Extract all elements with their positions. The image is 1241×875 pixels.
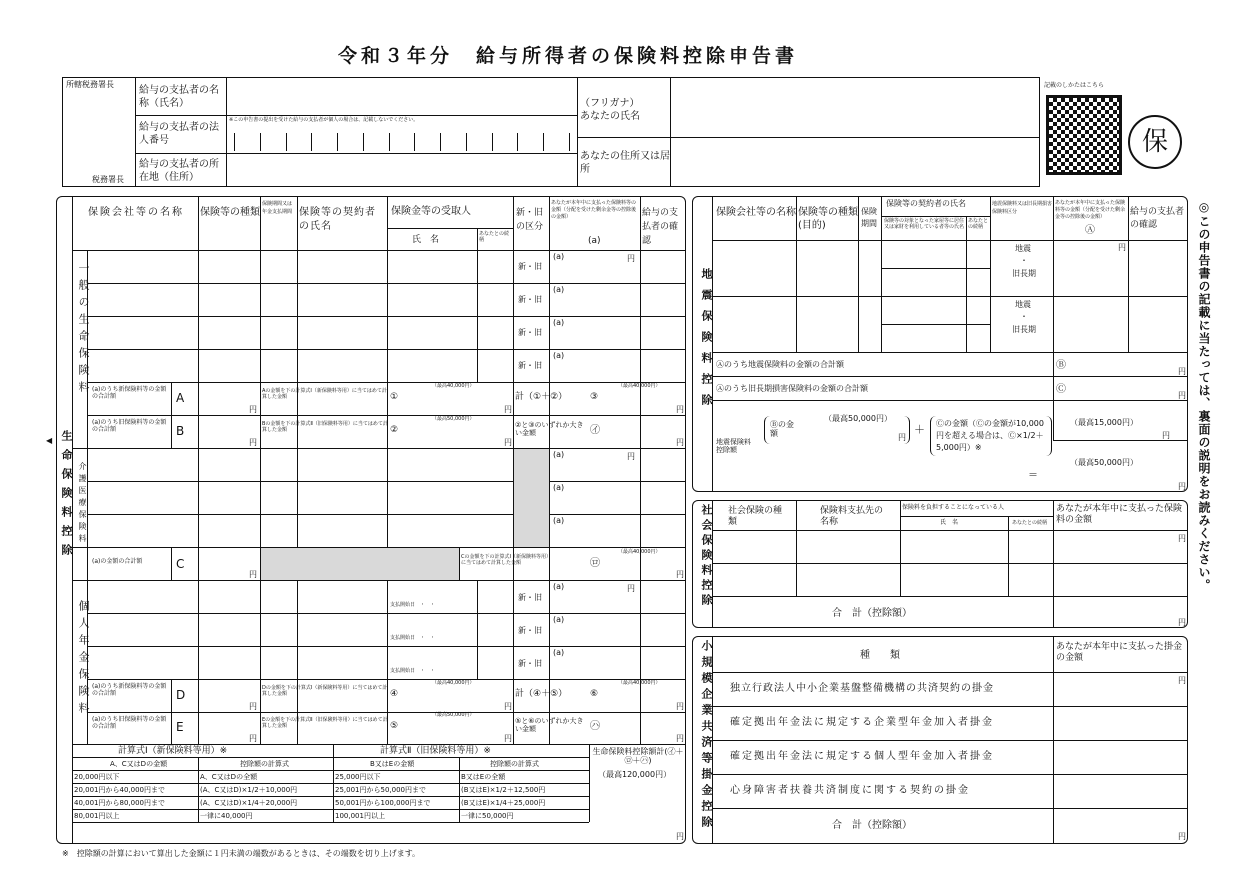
quake-plus: ＋ bbox=[914, 423, 925, 436]
footnote: ※ 控除額の計算において算出した金額に１円未満の端数があるときは、その端数を切り上げます。 bbox=[62, 849, 421, 858]
yen-unit: 円 bbox=[249, 438, 257, 447]
social-total-label: 合 計（控除額） bbox=[832, 608, 912, 619]
quake-total-field[interactable] bbox=[1054, 441, 1186, 490]
a-mark: (a) bbox=[553, 582, 565, 591]
qr-code-icon[interactable] bbox=[1046, 95, 1122, 175]
i-mark: ㋑ bbox=[590, 425, 600, 436]
quake-col-holder: 保険等の契約者の氏名 bbox=[886, 199, 966, 208]
arrow-left-icon: ◀ bbox=[46, 436, 53, 445]
max40d: （最高40,000円） bbox=[432, 680, 475, 686]
d-letter: D bbox=[176, 688, 186, 702]
quake-col-payer: 給与の支払者の確認 bbox=[1130, 207, 1185, 230]
payer-number-note: ※この申告書の提出を受けた給与の支払者が個人の場合は、記載しないでください。 bbox=[229, 117, 419, 123]
social-section-title: 社会保険料控除 bbox=[700, 504, 713, 609]
a-mark: (a) bbox=[553, 615, 565, 624]
f2-r2-calc: (B又はE)×1/2＋12,500円 bbox=[461, 786, 546, 794]
yen-unit: 円 bbox=[676, 832, 684, 841]
social-col-name: 氏 名 bbox=[940, 519, 959, 526]
quake-sum-c: Ⓐのうち旧長期損害保険料の金額の合計額 bbox=[716, 384, 868, 393]
tax-office-suffix: 税務署長 bbox=[92, 175, 124, 184]
care-section-label: 介護医療保険料 bbox=[78, 462, 87, 546]
small-col-kind: 種 類 bbox=[860, 650, 900, 661]
start-date[interactable]: 支払開始日 ・ ・ bbox=[390, 602, 436, 608]
newold-row5[interactable]: 新・旧 bbox=[518, 593, 542, 602]
e-total-label: (a)のうち旧保険料等の金額の合計額 bbox=[92, 716, 167, 730]
quake-col-amount: あなたが本年中に支払った保険料等の金額（分配を受けた剰余金等の控除後の金額） bbox=[1055, 200, 1126, 220]
yen-unit: 円 bbox=[1178, 676, 1186, 685]
max40: （最高40,000円） bbox=[432, 383, 475, 389]
yen-unit: 円 bbox=[504, 734, 512, 743]
quake-b-amount: Ⓑの金額 bbox=[770, 420, 794, 439]
kind-dot-2: ・ bbox=[1020, 312, 1028, 321]
newold-row6[interactable]: 新・旧 bbox=[518, 626, 542, 635]
d-total-label: (a)のうち新保険料等の金額の合計額 bbox=[92, 683, 167, 697]
small-col-amount: あなたが本年中に支払った掛金の金額 bbox=[1056, 642, 1183, 663]
newold-row3[interactable]: 新・旧 bbox=[518, 328, 542, 337]
newold-row2[interactable]: 新・旧 bbox=[518, 295, 542, 304]
quake-max50b: （最高50,000円） bbox=[1070, 458, 1138, 467]
a-mark: (a) bbox=[553, 483, 565, 492]
yen-unit: 円 bbox=[898, 433, 906, 442]
quake-max15: （最高15,000円） bbox=[1070, 418, 1138, 427]
formula1-title: 計算式Ⅰ（新保険料等用）※ bbox=[118, 746, 228, 756]
life-col-type: 保険等の種類 bbox=[200, 207, 260, 218]
calc3-note: Cの金額を下の計算式Ⅰ（新保険料等用）に当てはめて計算した金額 bbox=[461, 554, 549, 566]
a-mark: (a) bbox=[553, 450, 565, 459]
pension-section-label: 個人年金保険料 bbox=[77, 600, 90, 719]
f2-r4-calc: 一律に50,000円 bbox=[461, 812, 514, 820]
payer-name-field[interactable] bbox=[228, 79, 575, 113]
yen-unit: 円 bbox=[1178, 391, 1186, 400]
tax-office-label: 所轄税務署長 bbox=[66, 80, 114, 89]
ha-mark: ㋩ bbox=[590, 721, 600, 732]
b-letter: B bbox=[176, 424, 185, 438]
life-col-company: 保険会社等の名称 bbox=[88, 207, 184, 218]
c6-mark: ⑥ bbox=[590, 689, 599, 699]
yen-unit: 円 bbox=[1118, 243, 1126, 252]
quake-col-target: 保険等の対象となった家屋等に居住又は家財を利用している者等の氏名 bbox=[884, 218, 965, 230]
f1-r1-calc: A、C又はDの全額 bbox=[200, 773, 258, 781]
f2-r2-amt: 25,001円から50,000円まで bbox=[335, 786, 426, 794]
kind2-label-2[interactable]: 旧長期 bbox=[1012, 325, 1036, 334]
quake-col-a: Ⓐ bbox=[1085, 225, 1095, 236]
newold-row4[interactable]: 新・旧 bbox=[518, 361, 542, 370]
quake-b-mark: Ⓑ bbox=[1056, 360, 1066, 371]
small-row-1: 独立行政法人中小企業基盤整備機構の共済契約の掛金 bbox=[730, 683, 994, 694]
stamp-mark: 保 bbox=[1128, 115, 1182, 169]
quake-deduction-label: 地震保険料控除額 bbox=[716, 438, 751, 455]
f1-r3-calc: (A、C又はD)×1/4＋20,000円 bbox=[200, 799, 298, 807]
page-title: 令和３年分 給与所得者の保険料控除申告書 bbox=[338, 45, 799, 67]
kind1-label-2[interactable]: 地震 bbox=[1015, 300, 1031, 309]
quake-max50: （最高50,000円） bbox=[824, 414, 892, 423]
sum45: 計（④＋⑤） bbox=[515, 689, 568, 699]
payer-number-field[interactable] bbox=[234, 133, 570, 151]
payer-address-field[interactable] bbox=[228, 155, 575, 185]
kind2-label[interactable]: 旧長期 bbox=[1012, 269, 1036, 278]
calc5-note: Eの金額を下の計算式Ⅱ（旧保険料等用）に当てはめて計算した金額 bbox=[262, 717, 388, 729]
general-section-label: 一般の生命保険料 bbox=[77, 262, 90, 398]
life-col-amount: (a) bbox=[588, 236, 601, 246]
kind-dot: ・ bbox=[1020, 256, 1028, 265]
a-mark: (a) bbox=[553, 318, 565, 327]
general-amount-field[interactable] bbox=[551, 262, 639, 282]
f2-r1-calc: B又はEの全額 bbox=[461, 773, 506, 781]
quake-section-title: 地震保険料控除 bbox=[700, 268, 713, 415]
yen-unit: 円 bbox=[627, 452, 635, 461]
yen-unit: 円 bbox=[676, 438, 684, 447]
care-shade bbox=[514, 449, 549, 547]
quake-eq: ＝ bbox=[1028, 470, 1038, 481]
start-date[interactable]: 支払開始日 ・ ・ bbox=[390, 635, 436, 641]
yen-unit: 円 bbox=[1162, 431, 1170, 440]
life-total-max: （最高120,000円） bbox=[598, 770, 672, 779]
yen-unit: 円 bbox=[627, 254, 635, 263]
a-letter: A bbox=[176, 391, 185, 405]
c1-mark: ① bbox=[390, 392, 399, 402]
yen-unit: 円 bbox=[249, 702, 257, 711]
yen-unit: 円 bbox=[504, 438, 512, 447]
life-col-rname: 氏 名 bbox=[412, 235, 440, 245]
a-mark: (a) bbox=[553, 516, 565, 525]
c-letter: C bbox=[176, 557, 185, 571]
c5-mark: ⑤ bbox=[390, 721, 399, 731]
max50: （最高50,000円） bbox=[432, 416, 475, 422]
sum12: 計（①＋②） bbox=[515, 392, 568, 402]
care-total-shade bbox=[261, 548, 459, 580]
social-col-bearer: 保険料を負担することになっている人 bbox=[902, 504, 1005, 511]
a-mark: (a) bbox=[553, 648, 565, 657]
f2-r3-calc: (B又はE)×1/4＋25,000円 bbox=[461, 799, 546, 807]
f2-r3-amt: 50,001円から100,000円まで bbox=[335, 799, 431, 807]
payer-name-label: 給与の支払者の名称（氏名） bbox=[139, 85, 219, 109]
f2-r4-amt: 100,001円以上 bbox=[335, 812, 385, 820]
max40e: （最高40,000円） bbox=[618, 680, 661, 686]
c3-mark: ③ bbox=[590, 392, 599, 402]
social-col-rel: あなたとの続柄 bbox=[1012, 520, 1048, 526]
yen-unit: 円 bbox=[676, 405, 684, 414]
quake-col-company: 保険会社等の名称 bbox=[716, 207, 796, 218]
yen-unit: 円 bbox=[249, 734, 257, 743]
yen-unit: 円 bbox=[249, 405, 257, 414]
calc2-note: Bの金額を下の計算式Ⅱ（旧保険料等用）に当てはめて計算した金額 bbox=[262, 421, 388, 433]
f-head-amt2: B又はEの金額 bbox=[370, 760, 415, 768]
small-total-label: 合 計（控除額） bbox=[832, 820, 912, 831]
quake-sum-b: Ⓐのうち地震保険料の金額の合計額 bbox=[716, 360, 844, 369]
a-mark: (a) bbox=[553, 252, 565, 261]
quake-c-amount: Ⓒの金額（Ⓒの金額が10,000円を超える場合は、Ⓒ×1/2＋5,000円）※ bbox=[936, 419, 1044, 452]
life-col-receiver: 保険金等の受取人 bbox=[391, 206, 471, 217]
yen-unit: 円 bbox=[676, 734, 684, 743]
life-section-title: 生命保険料控除 bbox=[60, 430, 73, 563]
f1-r4-calc: 一律に40,000円 bbox=[200, 812, 253, 820]
quake-c-mark: Ⓒ bbox=[1056, 384, 1066, 395]
quake-col-rel: あなたとの続柄 bbox=[968, 218, 989, 230]
yen-unit: 円 bbox=[1178, 534, 1186, 543]
f2-r1-amt: 25,000円以下 bbox=[335, 773, 381, 781]
your-address-field[interactable] bbox=[672, 139, 1038, 185]
small-amount-fields[interactable] bbox=[1054, 673, 1186, 842]
formula2-title: 計算式Ⅱ（旧保険料等用）※ bbox=[380, 746, 491, 756]
life-col-period: 保険期間又は年金支払期間 bbox=[262, 201, 293, 215]
f1-r1-amt: 20,000円以下 bbox=[74, 773, 120, 781]
c2-mark: ② bbox=[390, 425, 399, 435]
life-col-newold: 新・旧の区分 bbox=[516, 208, 544, 232]
life-col-holder: 保険等の契約者の氏名 bbox=[299, 207, 376, 232]
furigana-label: （フリガナ） bbox=[580, 98, 640, 109]
payer-address-label: 給与の支払者の所在地（住所） bbox=[139, 159, 219, 183]
newold-row7[interactable]: 新・旧 bbox=[518, 659, 542, 668]
ro-mark: ㋺ bbox=[590, 558, 600, 569]
f-head-calc2: 控除額の計算式 bbox=[490, 760, 539, 768]
start-date[interactable]: 支払開始日 ・ ・ bbox=[390, 668, 436, 674]
yen-unit: 円 bbox=[249, 570, 257, 579]
yen-unit: 円 bbox=[504, 702, 512, 711]
social-col-payee: 保険料支払先の名称 bbox=[820, 506, 884, 527]
small-row-4: 心身障害者扶養共済制度に関する契約の掛金 bbox=[730, 785, 970, 796]
c-total-label: (a)の金額の合計額 bbox=[92, 558, 143, 565]
newold-row1[interactable]: 新・旧 bbox=[518, 262, 542, 271]
a-total-label: (a)のうち新保険料等の金額の合計額 bbox=[92, 386, 167, 400]
a-mark: (a) bbox=[553, 285, 565, 294]
f1-r2-calc: (A、C又はD)×1/2＋10,000円 bbox=[200, 786, 298, 794]
bigger56: ⑤と⑥のいずれか大きい金額 bbox=[515, 717, 584, 734]
life-col-amount-note: あなたが本年中に支払った保険料等の金額（分配を受けた剰余金等の控除後の金額） bbox=[551, 200, 637, 220]
your-address-label: あなたの住所又は居所 bbox=[580, 151, 670, 175]
your-name-field[interactable] bbox=[672, 79, 1038, 135]
kind1-label[interactable]: 地震 bbox=[1015, 244, 1031, 253]
your-name-label: あなたの氏名 bbox=[580, 111, 640, 122]
calc4-note: Dの金額を下の計算式Ⅰ（新保険料等用）に当てはめて計算した金額 bbox=[262, 685, 388, 697]
life-col-payer: 給与の支払者の確認 bbox=[642, 208, 679, 246]
max40b: （最高40,000円） bbox=[618, 383, 661, 389]
life-total-field[interactable] bbox=[590, 784, 684, 842]
small-row-3: 確定拠出年金法に規定する個人型年金加入者掛金 bbox=[730, 751, 994, 762]
yen-unit: 円 bbox=[504, 405, 512, 414]
yen-unit: 円 bbox=[627, 584, 635, 593]
yen-unit: 円 bbox=[1178, 367, 1186, 376]
yen-unit: 円 bbox=[676, 702, 684, 711]
b-total-label: (a)のうち旧保険料等の金額の合計額 bbox=[92, 419, 167, 433]
f-head-calc1: 控除額の計算式 bbox=[240, 760, 289, 768]
side-notice: ◎この申告書の記載に当たっては、裏面の説明をお読みください。 bbox=[1197, 200, 1211, 592]
social-col-kind: 社会保険の種類 bbox=[728, 506, 783, 527]
c4-mark: ④ bbox=[390, 689, 399, 699]
f-head-amt1: A、C又はDの金額 bbox=[110, 760, 168, 768]
life-total-label: 生命保険料控除額計(㋑＋㋺＋㋩) bbox=[592, 747, 684, 766]
quake-col-kind: 地震保険料又は旧長期損害保険料区分 bbox=[992, 201, 1053, 215]
calc1-note: Aの金額を下の計算式Ⅰ（新保険料等用）に当てはめて計算した金額 bbox=[262, 388, 387, 400]
f1-r2-amt: 20,001円から40,000円まで bbox=[74, 786, 165, 794]
quake-col-type: 保険等の種類(目的) bbox=[798, 207, 858, 231]
small-row-2: 確定拠出年金法に規定する企業型年金加入者掛金 bbox=[730, 717, 994, 728]
tax-office-field[interactable] bbox=[63, 92, 134, 172]
qr-caption: 記載のしかたはこちら bbox=[1044, 82, 1105, 89]
yen-unit: 円 bbox=[676, 570, 684, 579]
max40c: （最高40,000円） bbox=[618, 549, 661, 555]
max50b: （最高50,000円） bbox=[432, 712, 475, 718]
general-company-field[interactable] bbox=[88, 251, 197, 381]
social-total-field[interactable] bbox=[1054, 597, 1186, 626]
a-mark: (a) bbox=[553, 351, 565, 360]
quake-col-period: 保険期間 bbox=[861, 207, 877, 228]
yen-unit: 円 bbox=[1178, 618, 1186, 627]
life-col-rel: あなたとの続柄 bbox=[479, 231, 510, 243]
payer-number-label: 給与の支払者の法人番号 bbox=[139, 122, 219, 146]
yen-unit: 円 bbox=[1178, 482, 1186, 491]
f1-r3-amt: 40,001円から80,000円まで bbox=[74, 799, 165, 807]
f1-r4-amt: 80,001円以上 bbox=[74, 812, 120, 820]
yen-unit: 円 bbox=[1178, 832, 1186, 841]
social-col-amount: あなたが本年中に支払った保険料の金額 bbox=[1056, 504, 1183, 525]
small-section-title: 小規模企業共済等掛金控除 bbox=[700, 640, 713, 832]
e-letter: E bbox=[176, 720, 184, 734]
bigger23: ②と③のいずれか大きい金額 bbox=[515, 421, 584, 438]
